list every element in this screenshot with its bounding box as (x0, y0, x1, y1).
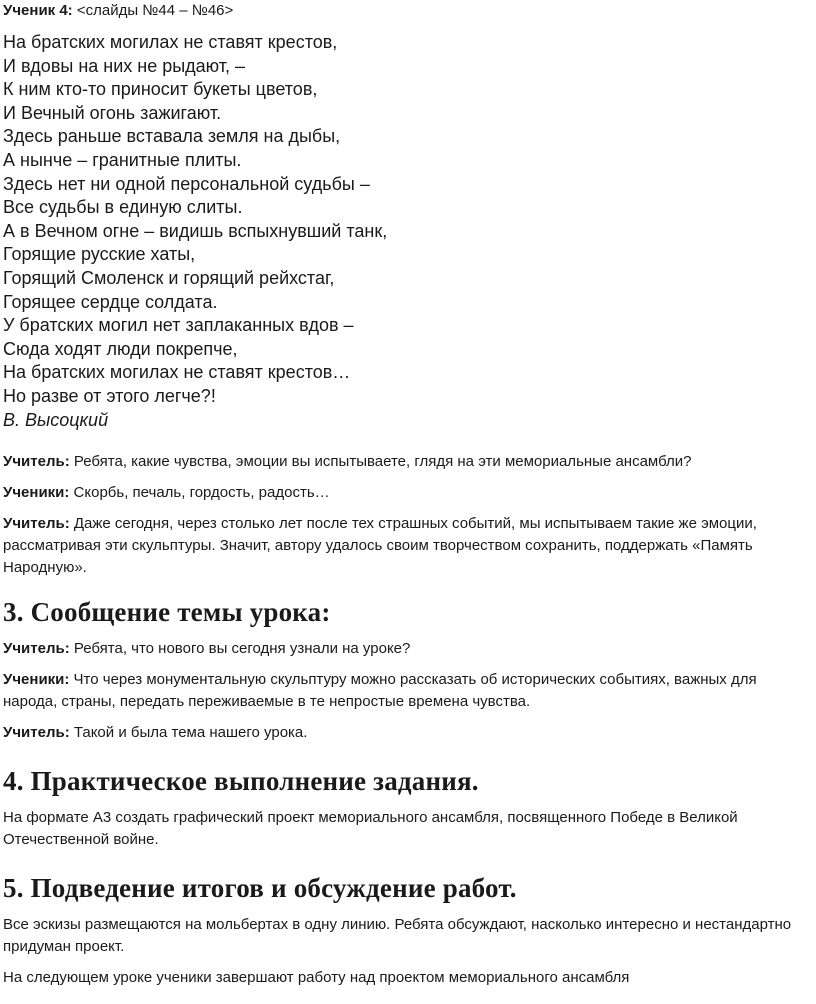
poem-author: В. Высоцкий (3, 409, 109, 430)
task-paragraph: На формате А3 создать графический проект мемориального ансамбля, посвященного Победе в Великой Отечественной войне. (3, 808, 738, 848)
poem (3, 31, 808, 431)
dialogue-line (3, 451, 808, 473)
section-heading: 4. Практическое выполнение задания. (3, 765, 479, 796)
poem-line: Здесь нет ни одной персональной судьбы – (3, 173, 370, 194)
poem-line: Здесь раньше вставала земля на дыбы, (3, 126, 341, 147)
slide-note-line (3, 0, 808, 22)
poem-line: Горящее сердце солдата. (3, 291, 218, 312)
speaker-label: Ученики: (3, 670, 70, 688)
dialogue-line (3, 722, 808, 744)
speaker-label: Учитель: (3, 514, 70, 532)
poem-line: На братских могилах не ставят крестов… (3, 362, 351, 383)
poem-line: На братских могилах не ставят крестов, (3, 32, 338, 52)
poem-line: У братских могил нет заплаканных вдов – (3, 315, 354, 336)
speaker-label: Учитель: (3, 452, 70, 470)
poem-line: Но разве от этого легче?! (3, 385, 216, 406)
speaker-label: Ученик 4: (3, 2, 73, 19)
speaker-label: Учитель: (3, 723, 70, 741)
speaker-label: Учитель: (3, 639, 70, 657)
section-heading: 3. Сообщение темы урока: (3, 596, 331, 627)
speaker-label: Ученики: (3, 483, 70, 501)
dialogue-line (3, 482, 808, 504)
poem-line: Горящие русские хаты, (3, 244, 196, 265)
slide-note: <слайды №44 – №46> (76, 2, 234, 19)
dialogue-text: Такой и была тема нашего урока. (69, 723, 308, 741)
poem-line: К ним кто-то приносит букеты цветов, (3, 79, 318, 100)
dialogue-text: Скорбь, печаль, гордость, радость… (69, 483, 330, 501)
dialogue-line (3, 669, 808, 713)
poem-line: Сюда ходят люди покрепче, (3, 338, 238, 359)
dialogue-text: Даже сегодня, через столько лет после тех страшных событий, мы испытываем такие же эмоции, рассматривая эти скульптуры. Значит, автору удалось своим творчеством сохранить, поддержать «Память Народную». (3, 514, 757, 576)
summary-paragraph: На следующем уроке ученики завершают работу над проектом мемориального ансамбля (3, 968, 630, 986)
poem-line: Все судьбы в единую слиты. (3, 197, 243, 218)
poem-line: А в Вечном огне – видишь вспыхнувший танк, (3, 220, 388, 241)
poem-line: И Вечный огонь зажигают. (3, 102, 222, 123)
dialogue-text: Ребята, что нового вы сегодня узнали на уроке? (69, 639, 411, 657)
section-heading: 5. Подведение итогов и обсуждение работ. (3, 872, 517, 903)
dialogue-line (3, 513, 808, 579)
dialogue-text: Ребята, какие чувства, эмоции вы испытываете, глядя на эти мемориальные ансамбли? (69, 452, 692, 470)
dialogue-text: Что через монументальную скульптуру можно рассказать об исторических событиях, важных для народа, страны, передать переживаемые в те непростые времена чувства. (3, 670, 757, 710)
dialogue-line (3, 638, 808, 660)
poem-line: А нынче – гранитные плиты. (3, 149, 242, 170)
summary-paragraph: Все эскизы размещаются на мольбертах в одну линию. Ребята обсуждают, насколько интересно и нестандартно придуман проект. (3, 915, 792, 955)
poem-line: Горящий Смоленск и горящий рейхстаг, (3, 267, 335, 288)
poem-line: И вдовы на них не рыдают, – (3, 55, 246, 76)
